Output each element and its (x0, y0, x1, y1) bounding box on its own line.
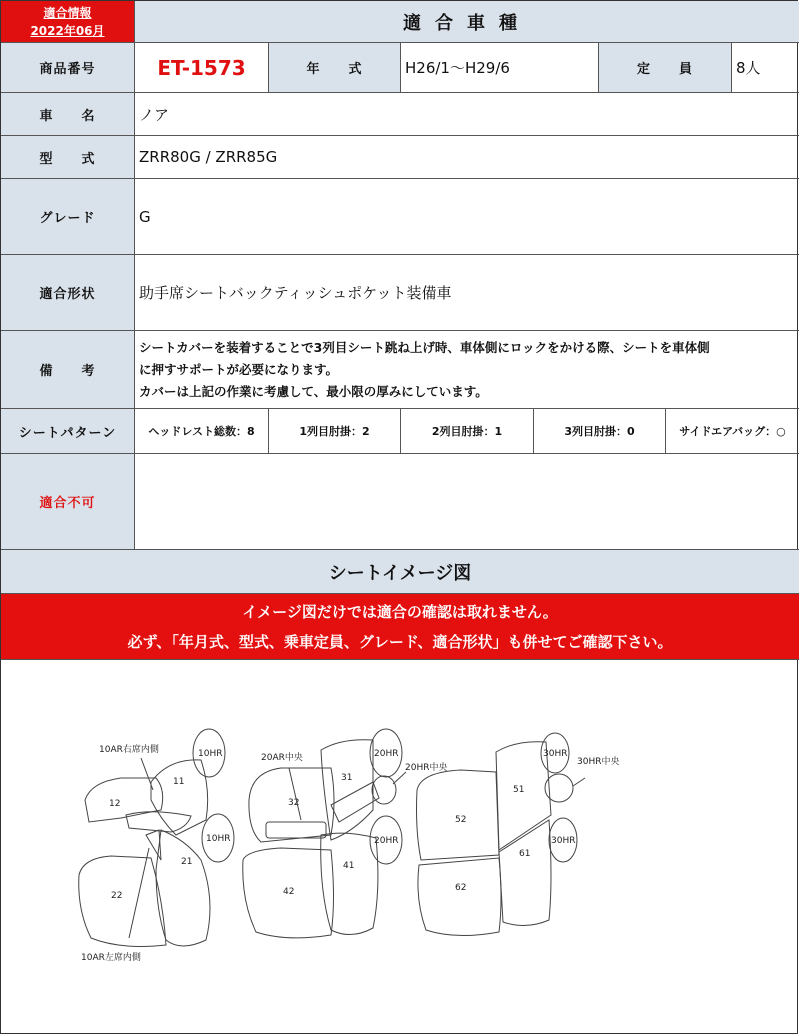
warning-line-1: イメージ図だけでは適合の確認は取れません。 (242, 602, 558, 621)
not-fit-value (135, 454, 799, 550)
warning-banner (1, 594, 799, 660)
diagram-label-20hr-low: 20HR (374, 836, 399, 846)
model-label: 型 式 (1, 136, 135, 179)
badge-title: 適合情報 (43, 5, 92, 20)
fit-shape-value: 助手席シートバックティッシュポケット装備車 (135, 255, 799, 331)
header-title: 適合車種 (135, 1, 799, 43)
car-name-value: ノア (135, 93, 799, 136)
product-no-value: ET-1573 (135, 43, 269, 93)
diagram-label-32: 32 (288, 798, 300, 808)
seat-image-title: シートイメージ図 (1, 550, 799, 594)
year-type-value: H26/1〜H29/6 (401, 43, 599, 93)
diagram-label-12: 12 (109, 799, 121, 809)
seat-pattern-headrests: ヘッドレスト総数：8 (135, 409, 269, 454)
seat-61-back (499, 820, 551, 926)
year-type-label: 年 式 (269, 43, 401, 93)
diagram-label-31: 31 (341, 773, 353, 783)
capacity-value: 8人 (732, 43, 799, 93)
grade-value: G (135, 179, 799, 255)
diagram-label-22: 22 (111, 891, 123, 901)
remarks-line-3: カバーは上記の作業に考慮して、最小限の厚みにしています。 (139, 383, 488, 399)
grade-label: グレード (1, 179, 135, 255)
model-value: ZRR80G / ZRR85G (135, 136, 799, 179)
leader-20hr-center (393, 772, 406, 784)
seat-diagram (1, 660, 797, 1034)
warning-line-2: 必ず、「年月式、型式、乗車定員、グレード、適合形状」も併せてご確認下さい。 (127, 632, 673, 651)
not-fit-label: 適合不可 (1, 454, 135, 550)
leader-10ar-left (129, 848, 149, 938)
diagram-label-30hr-center: 30HR中央 (577, 757, 620, 767)
seat-31-back (321, 740, 373, 840)
diagram-label-41: 41 (343, 861, 355, 871)
leader-10ar-right (141, 758, 153, 790)
seat-22-cushion (79, 856, 166, 946)
capacity-label: 定 員 (599, 43, 732, 93)
diagram-label-30hr-top: 30HR (543, 749, 568, 759)
remarks-line-1: シートカバーを装着することで3列目シート跳ね上げ時、車体側にロックをかける際、シートを車体側 (139, 339, 710, 355)
diagram-label-61: 61 (519, 849, 531, 859)
seat-62-cushion (418, 858, 501, 936)
diagram-label-21: 21 (181, 857, 193, 867)
diagram-label-10ar-left: 10AR左席内側 (81, 953, 141, 963)
diagram-label-20hr-top: 20HR (374, 749, 399, 759)
seat-pattern-row1-armrests: 1列目肘掛：2 (269, 409, 401, 454)
diagram-label-51: 51 (513, 785, 525, 795)
diagram-label-30hr-low: 30HR (551, 836, 576, 846)
armrest-20ar-center (266, 822, 326, 838)
diagram-label-10hr-top: 10HR (198, 749, 223, 759)
product-no-label: 商品番号 (1, 43, 135, 93)
seat-41-back (321, 833, 378, 934)
seat-pattern-row3-armrests: 3列目肘掛：0 (534, 409, 666, 454)
seat-11-back (151, 760, 208, 835)
diagram-label-10hr-mid: 10HR (206, 834, 231, 844)
diagram-label-42: 42 (283, 887, 295, 897)
diagram-label-20ar: 20AR中央 (261, 753, 303, 763)
remarks-line-2: に押すサポートが必要になります。 (139, 361, 339, 377)
seat-pattern-side-airbag: サイドエアバッグ：○ (666, 409, 799, 454)
leader-20ar (289, 768, 301, 820)
diagram-label-52: 52 (455, 815, 467, 825)
fit-shape-label: 適合形状 (1, 255, 135, 331)
remarks-value (135, 331, 799, 409)
seat-pattern-row2-armrests: 2列目肘掛：1 (401, 409, 534, 454)
diagram-label-11: 11 (173, 777, 185, 787)
car-name-label: 車 名 (1, 93, 135, 136)
remarks-label: 備 考 (1, 331, 135, 409)
diagram-label-10ar-right: 10AR右席内側 (99, 745, 159, 755)
fitment-info-badge (1, 1, 135, 43)
badge-date: 2022年06月 (30, 23, 105, 38)
seat-pattern-label: シートパターン (1, 409, 135, 454)
diagram-label-62: 62 (455, 883, 467, 893)
leader-30hr-center (573, 778, 585, 786)
diagram-label-20hr-center: 20HR中央 (405, 763, 448, 773)
